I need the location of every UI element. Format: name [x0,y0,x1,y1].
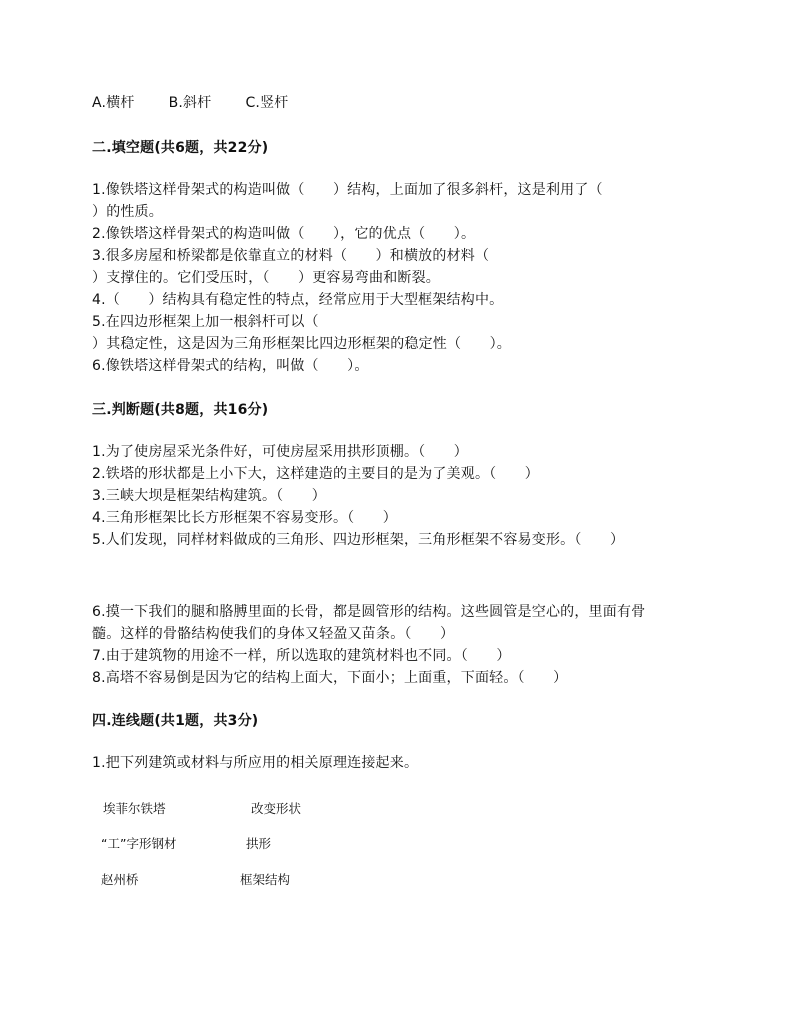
match-right-item: 改变形状 [251,801,302,816]
question-line: 髓。这样的骨骼结构使我们的身体又轻盈又苗条。（ ） [92,626,455,642]
question-line: 8.高塔不容易倒是因为它的结构上面大，下面小；上面重，下面轻。（ ） [92,670,568,686]
match-right-item: 拱形 [246,836,272,851]
question-line: 1.像铁塔这样骨架式的构造叫做（ ）结构，上面加了很多斜杆，这是利用了（ [92,182,603,198]
match-left-item: 埃菲尔铁塔 [103,801,166,816]
match-left-item: “工”字形钢材 [101,836,177,851]
question-line: 4.三角形框架比长方形框架不容易变形。（ ） [92,510,397,526]
question-line: 6.像铁塔这样骨架式的结构，叫做（ ）。 [92,358,369,374]
question-line: 3.三峡大坝是框架结构建筑。（ ） [92,488,326,504]
question-line: 3.很多房屋和桥梁都是依靠直立的材料（ ）和横放的材料（ [92,248,490,264]
section-heading-true-false: 三.判断题(共8题，共16分) [92,402,269,418]
options-row [92,94,288,112]
section-heading-matching: 四.连线题(共1题，共3分) [92,713,259,729]
question-line: 2.铁塔的形状都是上小下大，这样建造的主要目的是为了美观。（ ） [92,466,539,482]
question-line: 1.把下列建筑或材料与所应用的相关原理连接起来。 [92,755,419,771]
match-left-item: 赵州桥 [101,872,139,887]
question-line: ）其稳定性，这是因为三角形框架比四边形框架的稳定性（ ）。 [92,336,511,352]
question-line: ）支撑住的。它们受压时，（ ）更容易弯曲和断裂。 [92,270,440,286]
section-heading-fill-blank: 二.填空题(共6题，共22分) [92,140,269,156]
option-b: B.斜杆 [168,95,212,111]
question-line: 5.人们发现，同样材料做成的三角形、四边形框架，三角形框架不容易变形。（ ） [92,532,625,548]
option-a: A.横杆 [92,95,135,111]
question-line: 4.（ ）结构具有稳定性的特点，经常应用于大型框架结构中。 [92,292,504,308]
question-line: 6.摸一下我们的腿和胳膊里面的长骨，都是圆管形的结构。这些圆管是空心的，里面有骨 [92,604,646,620]
question-line: 7.由于建筑物的用途不一样，所以选取的建筑材料也不同。（ ） [92,648,511,664]
match-right-item: 框架结构 [240,872,291,887]
question-line: 1.为了使房屋采光条件好，可使房屋采用拱形顶棚。（ ） [92,444,468,460]
option-c: C.竖杆 [245,95,289,111]
question-line: 5.在四边形框架上加一根斜杆可以（ [92,314,319,330]
question-line: 2.像铁塔这样骨架式的构造叫做（ ），它的优点（ ）。 [92,226,476,242]
question-line: ）的性质。 [92,204,163,220]
